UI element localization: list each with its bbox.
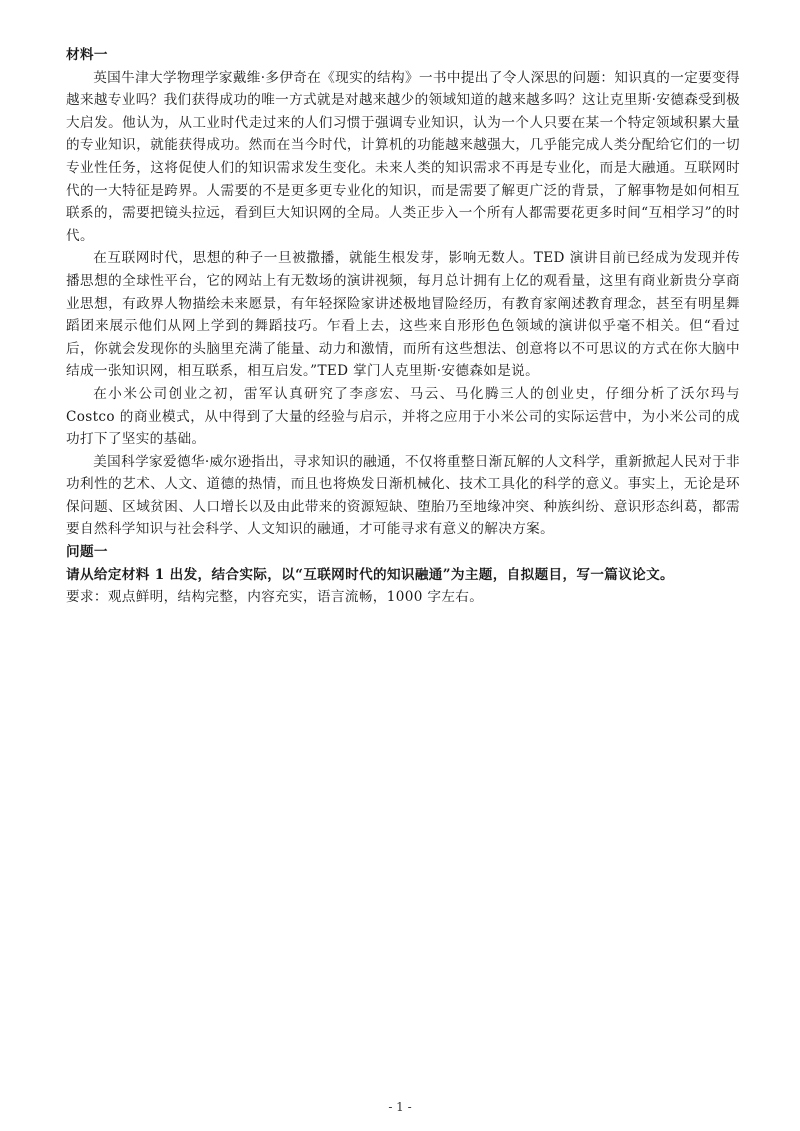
question-heading: 问题一 bbox=[66, 544, 108, 561]
question-requirement: 要求：观点鲜明，结构完整，内容充实，语言流畅，1000 字左右。 bbox=[66, 589, 484, 606]
material-heading: 材料一 bbox=[66, 47, 108, 63]
question-instruction: 请从给定材料 1 出发，结合实际，以“互联网时代的知识融通”为主题，自拟题目，写一篇议论文。 bbox=[66, 566, 675, 583]
material-paragraph-3: 在小米公司创业之初，雷军认真研究了李彦宏、马云、马化腾三人的创业史，仔细分析了沃尔玛与 Costco 的商业模式，从中得到了大量的经验与启示，并将之应用于小米公司的实际运营中，为小米公司的成功打下了坚实的基础。 bbox=[66, 385, 740, 448]
material-paragraph-4: 美国科学家爱德华·威尔逊指出，寻求知识的融通，不仅将重整日渐瓦解的人文科学，重新掀起人民对于非功利性的艺术、人文、道德的热情，而且也将焕发日渐机械化、技术工具化的科学的意义。事实上，无论是环保问题、区域贫困、人口增长以及由此带来的资源短缺、堕胎乃至地缘冲突、种族纠纷、意识形态纠葛，都需要自然科学知识与社会科学、人文知识的融通，才可能寻求有意义的解决方案。 bbox=[66, 453, 740, 538]
material-paragraph-2: 在互联网时代，思想的种子一旦被撒播，就能生根发芽，影响无数人。TED 演讲目前已经成为发现并传播思想的全球性平台，它的网站上有无数场的演讲视频，每月总计拥有上亿的观看量，这里有商业新贵分享商业思想，有政界人物描绘未来愿景，有年轻探险家讲述极地冒险经历，有教育家阐述教育理念，甚至有明星舞蹈团来展示他们从网上学到的舞蹈技巧。乍看上去，这些来自形形色色领域的演讲似乎毫不相关。但“看过后，你就会发现你的头脑里充满了能量、动力和激情，而所有这些想法、创意将以不可思议的方式在你大脑中结成一张知识网，相互联系，相互启发。”TED 掌门人克里斯·安德森如是说。 bbox=[66, 250, 740, 380]
material-paragraph-1: 英国牛津大学物理学家戴维·多伊奇在《现实的结构》一书中提出了令人深思的问题：知识真的一定要变得越来越专业吗？我们获得成功的唯一方式就是对越来越少的领域知道的越来越多吗？这让克里斯·安德森受到极大启发。他认为，从工业时代走过来的人们习惯于强调专业知识，认为一个人只要在某一个特定领域积累大量的专业知识，就能获得成功。然而在当今时代，计算机的功能越来越强大，几乎能完成人类分配给它们的一切专业性任务，这将促使人们的知识需求发生变化。未来人类的知识需求不再是专业化，而是大融通。互联网时代的一大特征是跨界。人需要的不是更多更专业化的知识，而是需要了解更广泛的背景，了解事物是如何相互联系的，需要把镜头拉远，看到巨大知识网的全局。人类正步入一个所有人都需要花更多时间“互相学习”的时代。 bbox=[66, 69, 740, 244]
page-content bbox=[66, 44, 740, 609]
page-number: - 1 - bbox=[388, 1100, 412, 1114]
